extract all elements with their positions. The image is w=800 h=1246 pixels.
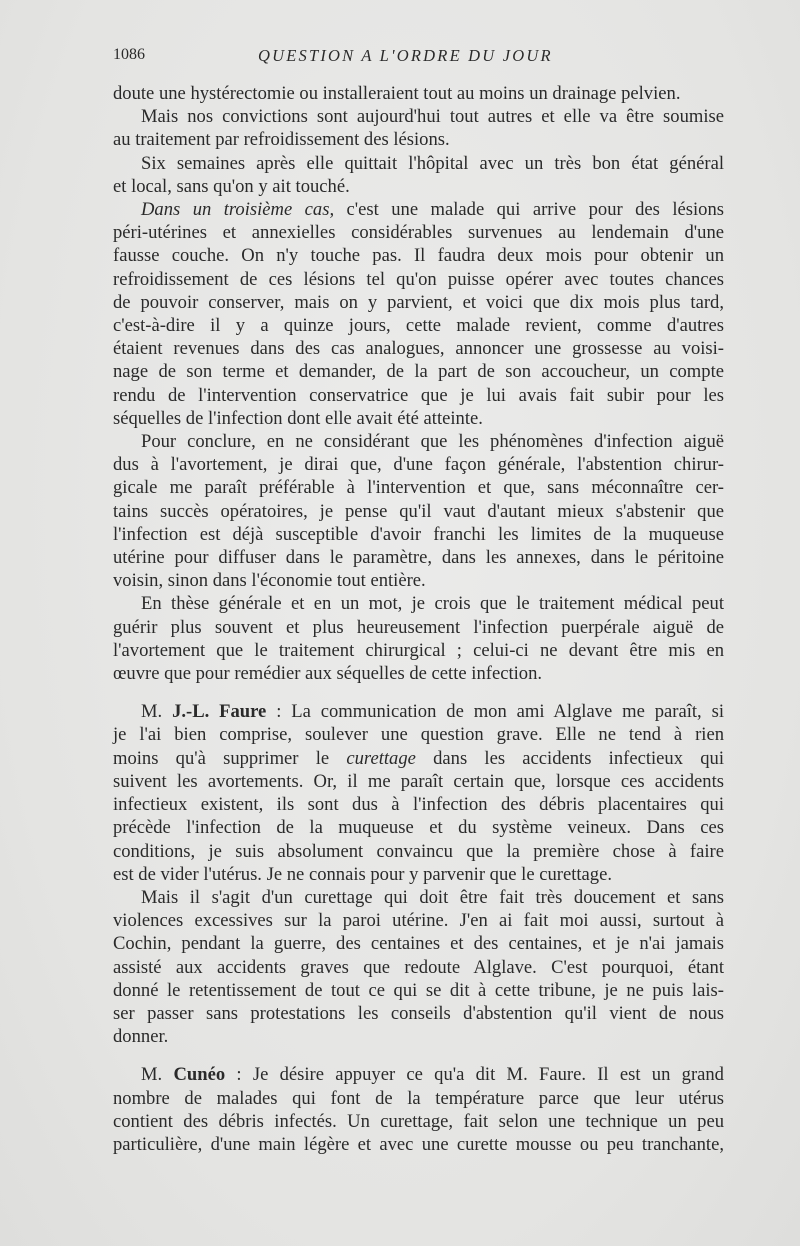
text-line: Cochin, pendant la guerre, des centaines et des centaines, et je n'ai jamais: [113, 933, 724, 955]
text-line: gicale me paraît préférable à l'intervention et que, sans méconnaître cer-: [113, 477, 724, 499]
text-line: moins qu'à supprimer le curettage dans les accidents infectieux qui: [113, 747, 724, 769]
paragraph: [113, 152, 724, 198]
text-line: précède l'infection de la muqueuse et du système veineux. Dans ces: [113, 817, 724, 839]
paragraph: [113, 430, 724, 592]
speaker-name: Cunéo: [173, 1064, 226, 1086]
text-line: voisin, sinon dans l'économie tout entière.: [113, 570, 426, 592]
paragraph: [113, 886, 724, 1048]
paragraph: [113, 82, 724, 105]
page-header: [113, 46, 723, 70]
text-line: péri-utérines et annexielles considérables survenues au lendemain d'une: [113, 222, 724, 244]
text-line: infectieux existent, ils sont dus à l'infection des débris placentaires qui: [113, 794, 724, 816]
text-line: c'est-à-dire il y a quinze jours, cette malade revient, comme d'autres: [113, 315, 724, 337]
text-line: de pouvoir conserver, mais on y parvient, et voici que dix mois plus tard,: [113, 291, 724, 313]
speaker-name: J.-L. Faure: [172, 701, 267, 723]
text-line: conditions, je suis absolument convaincu que la première chose à faire: [113, 840, 724, 862]
text-line: dus à l'avortement, je dirai que, d'une façon générale, l'abstention chirur-: [113, 454, 724, 476]
text-line: séquelles de l'infection dont elle avait été atteinte.: [113, 407, 483, 429]
text-line: M. Cunéo : Je désire appuyer ce qu'a dit M. Faure. Il est un grand: [141, 1064, 724, 1086]
text-line: au traitement par refroidissement des lésions.: [113, 129, 450, 151]
text-line: Pour conclure, en ne considérant que les phénomènes d'infection aiguë: [141, 431, 724, 453]
text-line: donner.: [113, 1026, 169, 1048]
text-line: tains succès opératoires, je pense qu'il vaut d'autant mieux s'abstenir que: [113, 500, 724, 522]
text-line: doute une hystérectomie ou installeraient tout au moins un drainage pelvien.: [113, 83, 681, 104]
text-line: l'avortement que le traitement chirurgical ; celui-ci ne devant être mis en: [113, 639, 724, 661]
text-line: particulière, d'une main légère et avec une curette mousse ou peu tranchante,: [113, 1133, 724, 1155]
text-line: donné le retentissement de tout ce qui se dit à cette tribune, je ne puis lais-: [113, 979, 724, 1001]
text-line: assisté aux accidents graves que redoute Alglave. C'est pourquoi, étant: [113, 956, 724, 978]
page-number: 1086: [113, 46, 145, 63]
text-line: Dans un troisième cas, c'est une malade qui arrive pour des lésions: [141, 199, 724, 221]
text-line: Mais nos convictions sont aujourd'hui tout autres et elle va être soumise: [141, 106, 724, 128]
italic-lead: Dans un troisième cas,: [141, 199, 335, 221]
paragraph: [113, 592, 724, 685]
text-line: utérine pour diffuser dans le paramètre, dans les annexes, dans le péritoine: [113, 547, 724, 569]
text-line: et local, sans qu'on y ait touché.: [113, 175, 350, 197]
text-line: M. J.-L. Faure : La communication de mon ami Alglave me paraît, si: [141, 701, 724, 723]
text-line: œuvre que pour remédier aux séquelles de cette infection.: [113, 663, 543, 685]
paragraph: [113, 198, 724, 430]
text-line: ser passer sans protestations les conseils d'abstention qu'il vient de nous: [113, 1002, 724, 1024]
paragraph: [113, 105, 724, 151]
body-text: [113, 82, 724, 1156]
text-line: contient des débris infectés. Un curettage, fait selon une technique un peu: [113, 1110, 724, 1132]
text-line: nombre de malades qui font de la température parce que leur utérus: [113, 1087, 724, 1109]
text-line: refroidissement de ces lésions tel qu'on puisse opérer avec toutes chances: [113, 268, 724, 290]
text-line: Six semaines après elle quittait l'hôpital avec un très bon état général: [141, 152, 724, 174]
speaker-paragraph: [113, 700, 724, 886]
text-line: suivent les avortements. Or, il me paraît certain que, lorsque ces accidents: [113, 770, 724, 792]
text-line: violences excessives sur la paroi utérine. J'en ai fait moi aussi, surtout à: [113, 910, 724, 932]
text-line: l'infection est déjà susceptible d'avoir franchi les limites de la muqueuse: [113, 523, 724, 545]
text-line: nage de son terme et demander, de la part de son accoucheur, un compte: [113, 361, 724, 383]
text-line: rendu de l'intervention conservatrice que je lui avais fait subir pour les: [113, 384, 724, 406]
text-line: est de vider l'utérus. Je ne connais pour y parvenir que le curettage.: [113, 863, 612, 885]
speaker-paragraph: [113, 1063, 724, 1156]
italic-term: curettage: [346, 747, 416, 769]
text-line: fausse couche. On n'y touche pas. Il faudra deux mois pour obtenir un: [113, 245, 724, 267]
text-line: En thèse générale et en un mot, je crois que le traitement médical peut: [141, 593, 724, 615]
text-line: Mais il s'agit d'un curettage qui doit être fait très doucement et sans: [141, 886, 724, 908]
running-title: QUESTION A L'ORDRE DU JOUR: [258, 46, 553, 65]
text-line: guérir plus souvent et plus heureusement l'infection puerpérale aiguë de: [113, 616, 724, 638]
text-line: étaient revenues dans des cas analogues, annoncer une grossesse au voisi-: [113, 338, 724, 360]
text-line: je l'ai bien comprise, soulever une question grave. Elle ne tend à rien: [113, 724, 724, 746]
